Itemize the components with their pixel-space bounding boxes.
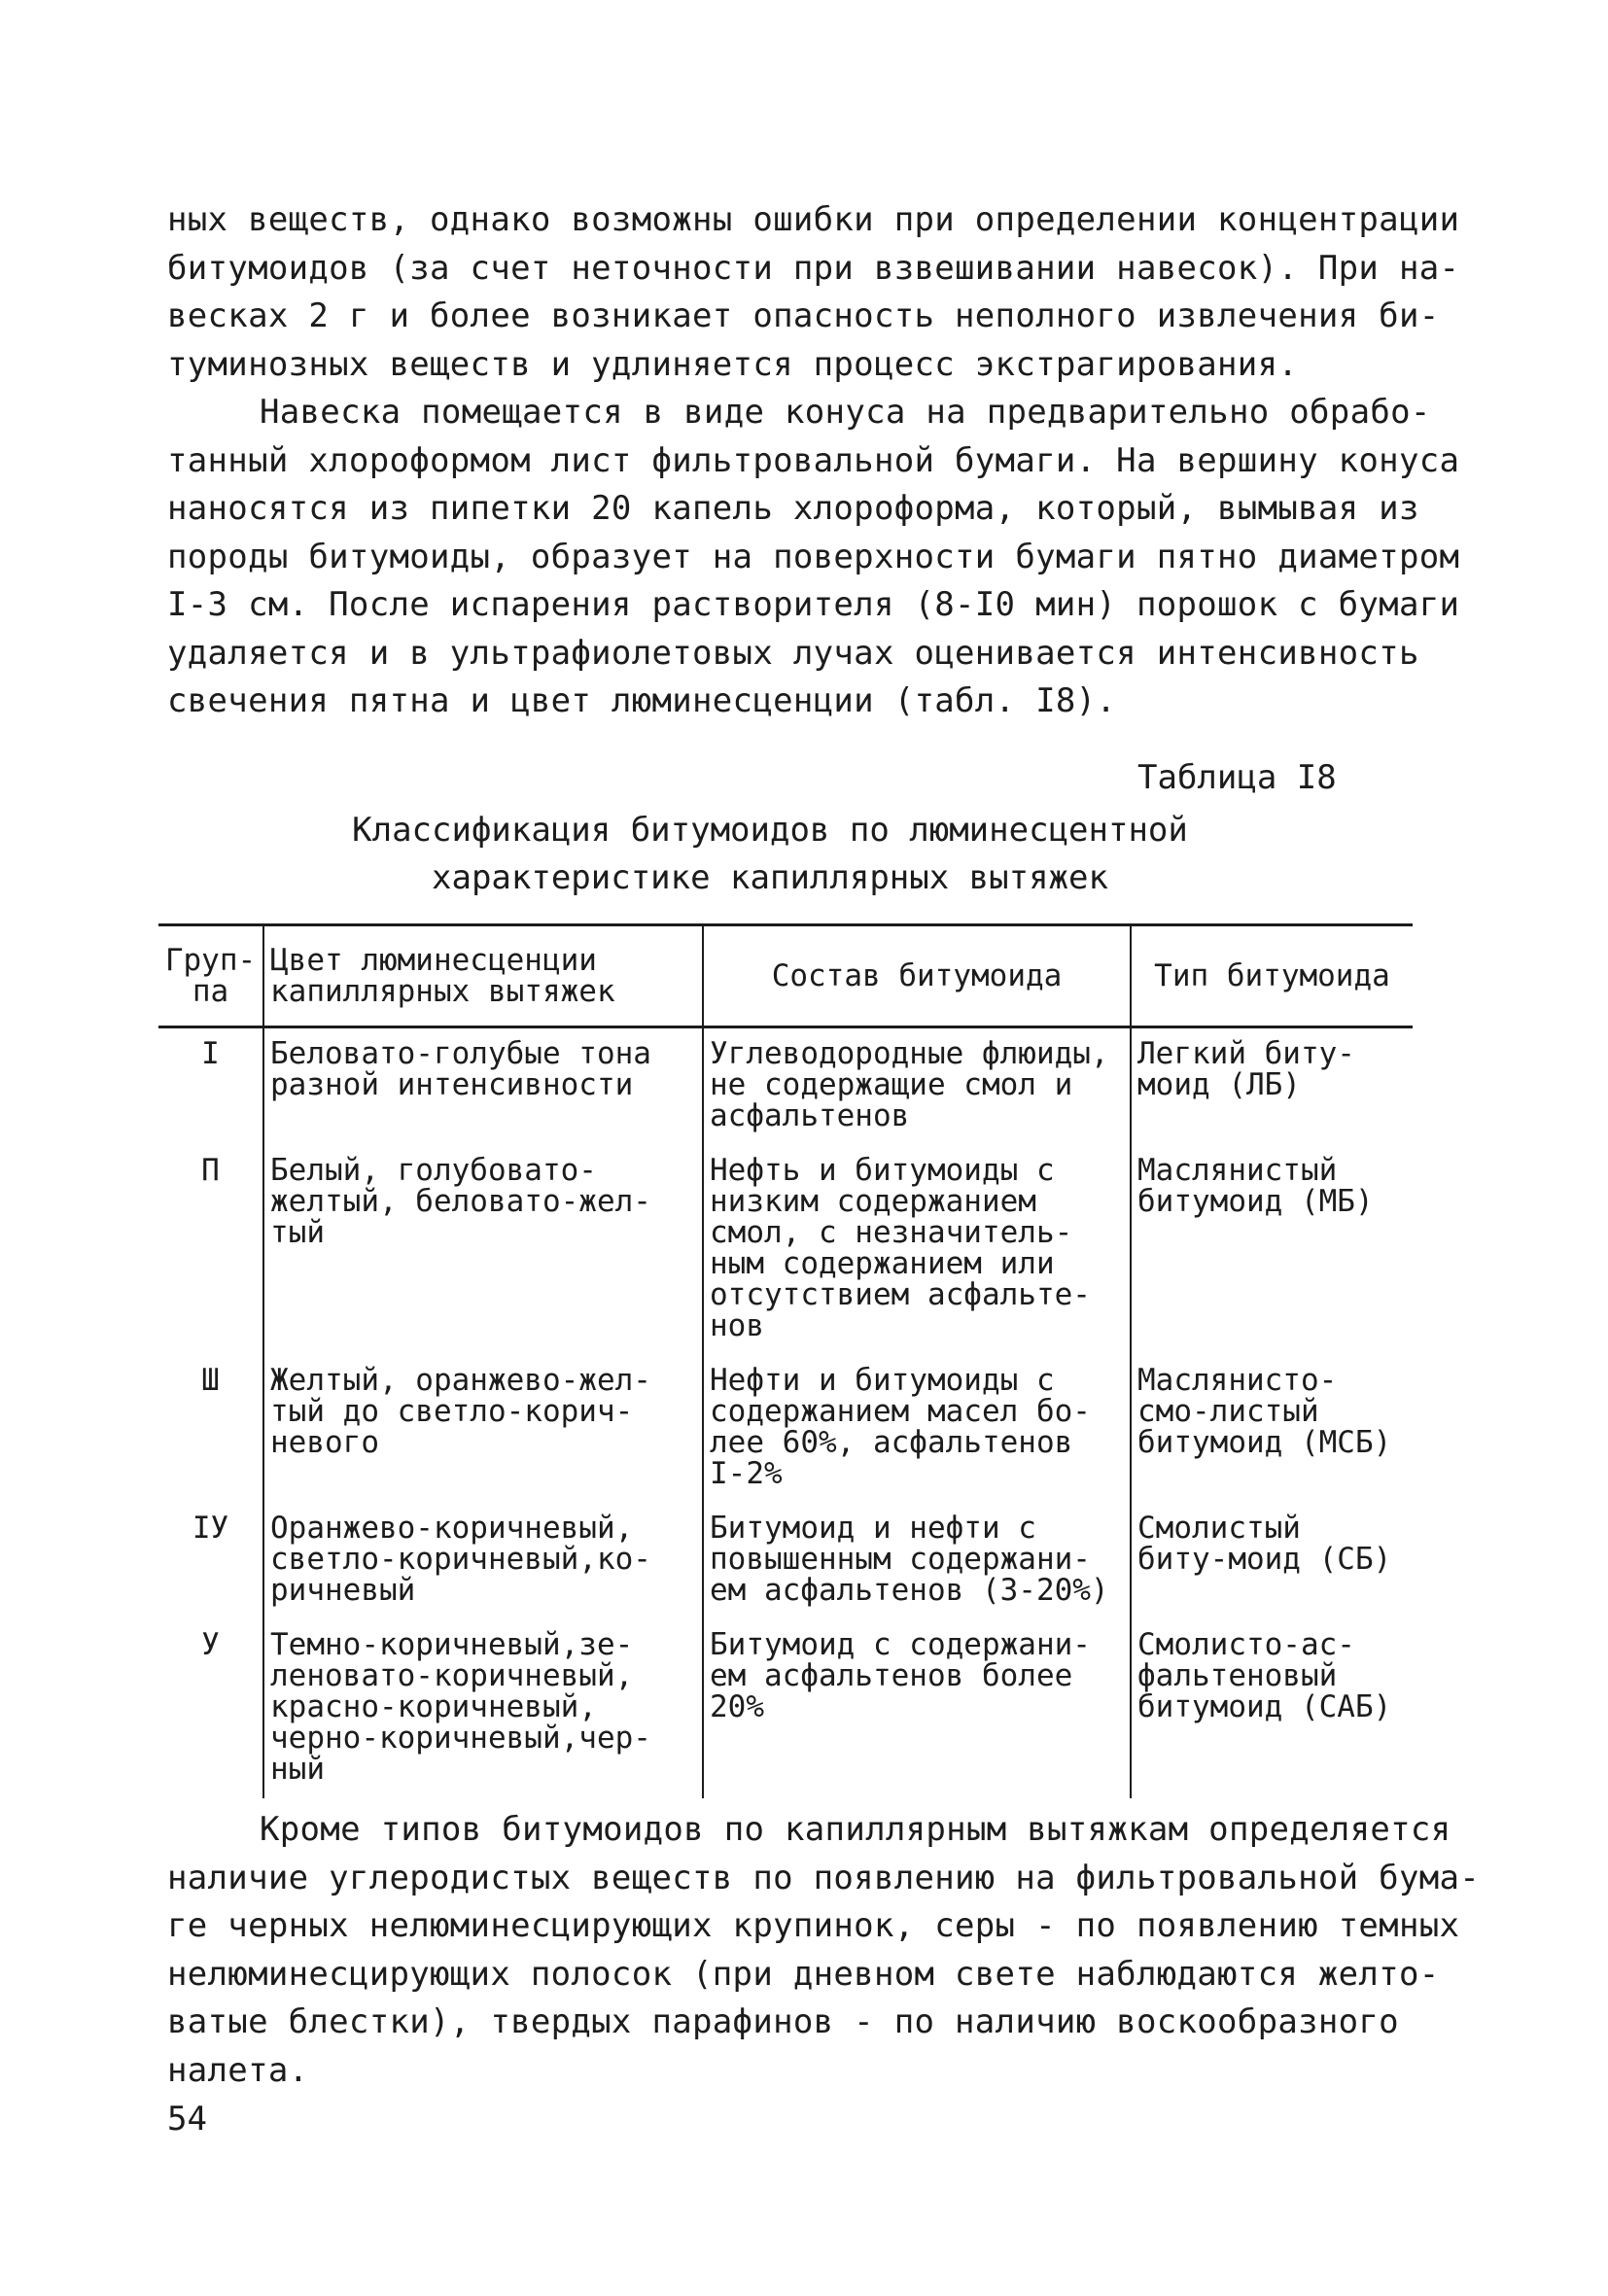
cell-type: Смолистый биту-моид (СБ) [1131, 1503, 1413, 1619]
paragraph-line: ге черных нелюминесцирующих крупинок, серы - по появлению темных [167, 1906, 1460, 1945]
cell-color: Беловато-голубые тона разной интенсивности [263, 1027, 703, 1146]
paragraph-3 [167, 1806, 1481, 2095]
paragraph-line: битумоидов (за счет неточности при взвешивании навесок). При на- [167, 248, 1460, 288]
paragraph-line: наличие углеродистых веществ по появлению на фильтровальной бума- [167, 1858, 1481, 1897]
cell-group: Ш [201, 1363, 220, 1398]
cell-type: Смолисто-ас-фальтеновый битумоид (САБ) [1131, 1619, 1413, 1798]
paragraph-line: I-3 см. После испарения растворителя (8-I0 мин) порошок с бумаги [167, 585, 1460, 624]
cell-color: Желтый, оранжево-жел-тый до светло-корич-невого [263, 1355, 703, 1503]
paragraph-line: Навеска помещается в виде конуса на предварительно обрабо- [260, 393, 1431, 432]
table-header-row [158, 925, 1413, 1027]
paragraph-line: Кроме типов битумоидов по капиллярным вытяжкам определяется [260, 1810, 1451, 1849]
cell-color: Оранжево-коричневый, светло-коричневый,ко-ричневый [263, 1503, 703, 1619]
header-group: Груп-па [158, 925, 263, 1027]
cell-type: Легкий биту-моид (ЛБ) [1131, 1027, 1413, 1146]
paragraph-2 [167, 389, 1460, 726]
cell-group: IУ [192, 1511, 229, 1546]
cell-composition: Нефть и битумоиды с низким содержанием смол, с незначитель-ным содержанием или отсутствием асфальте-нов [703, 1145, 1131, 1355]
page-number: 54 [167, 2100, 207, 2139]
paragraph-line: туминозных веществ и удлиняется процесс экстрагирования. [167, 344, 1299, 384]
paragraph-line: породы битумоиды, образует на поверхности бумаги пятно диаметром [167, 537, 1460, 576]
table-row [158, 1503, 1413, 1619]
paragraph-line: свечения пятна и цвет люминесценции (табл. I8). [167, 681, 1117, 720]
header-luminescence-color: Цвет люминесценции капиллярных вытяжек [263, 925, 703, 1027]
cell-color: Белый, голубовато-желтый, беловато-жел-тый [263, 1145, 703, 1355]
cell-composition: Битумоид и нефти с повышенным содержани-ем асфальтенов (3-20%) [703, 1503, 1131, 1619]
paragraph-line: весках 2 г и более возникает опасность неполного извлечения би- [167, 296, 1440, 335]
cell-group: I [201, 1036, 220, 1071]
cell-type: Маслянистый битумоид (МБ) [1131, 1145, 1413, 1355]
paragraph-line: удаляется и в ультрафиолетовых лучах оценивается интенсивность [167, 633, 1419, 673]
table-row [158, 1027, 1413, 1146]
header-type: Тип битумоида [1131, 925, 1413, 1027]
header-composition: Состав битумоида [703, 925, 1131, 1027]
table-title-line: характеристике капиллярных вытяжек [432, 858, 1108, 897]
paragraph-1 [167, 196, 1460, 389]
cell-group: У [201, 1627, 220, 1662]
cell-composition: Углеводородные флюиды, не содержащие смол и асфальтенов [703, 1027, 1131, 1146]
cell-color: Темно-коричневый,зе-леновато-коричневый, красно-коричневый, черно-коричневый,чер-ный [263, 1619, 703, 1798]
table-title [167, 807, 1528, 902]
table-row [158, 1145, 1413, 1355]
paragraph-line: ватые блестки), твердых парафинов - по наличию воскообразного [167, 2002, 1399, 2041]
paragraph-line: нелюминесцирующих полосок (при дневном свете наблюдаются желто- [167, 1954, 1440, 1994]
cell-composition: Нефти и битумоиды с содержанием масел бо-лее 60%, асфальтенов I-2% [703, 1355, 1131, 1503]
bitumoid-classification-table [158, 923, 1413, 1798]
cell-group: П [201, 1153, 220, 1188]
paragraph-line: налета. [167, 2050, 309, 2090]
table-label: Таблица I8 [1137, 758, 1337, 797]
paragraph-line: танный хлороформом лист фильтровальной бумаги. На вершину конуса [167, 440, 1460, 480]
table-row [158, 1355, 1413, 1503]
cell-type: Маслянисто-смо-листый битумоид (МСБ) [1131, 1355, 1413, 1503]
paragraph-line: наносятся из пипетки 20 капель хлороформа, который, вымывая из [167, 489, 1419, 528]
table-title-line: Классификация битумоидов по люминесцентной [352, 811, 1188, 850]
cell-composition: Битумоид с содержани-ем асфальтенов более 20% [703, 1619, 1131, 1798]
paragraph-line: ных веществ, однако возможны ошибки при определении концентрации [167, 200, 1460, 239]
table-row [158, 1619, 1413, 1798]
